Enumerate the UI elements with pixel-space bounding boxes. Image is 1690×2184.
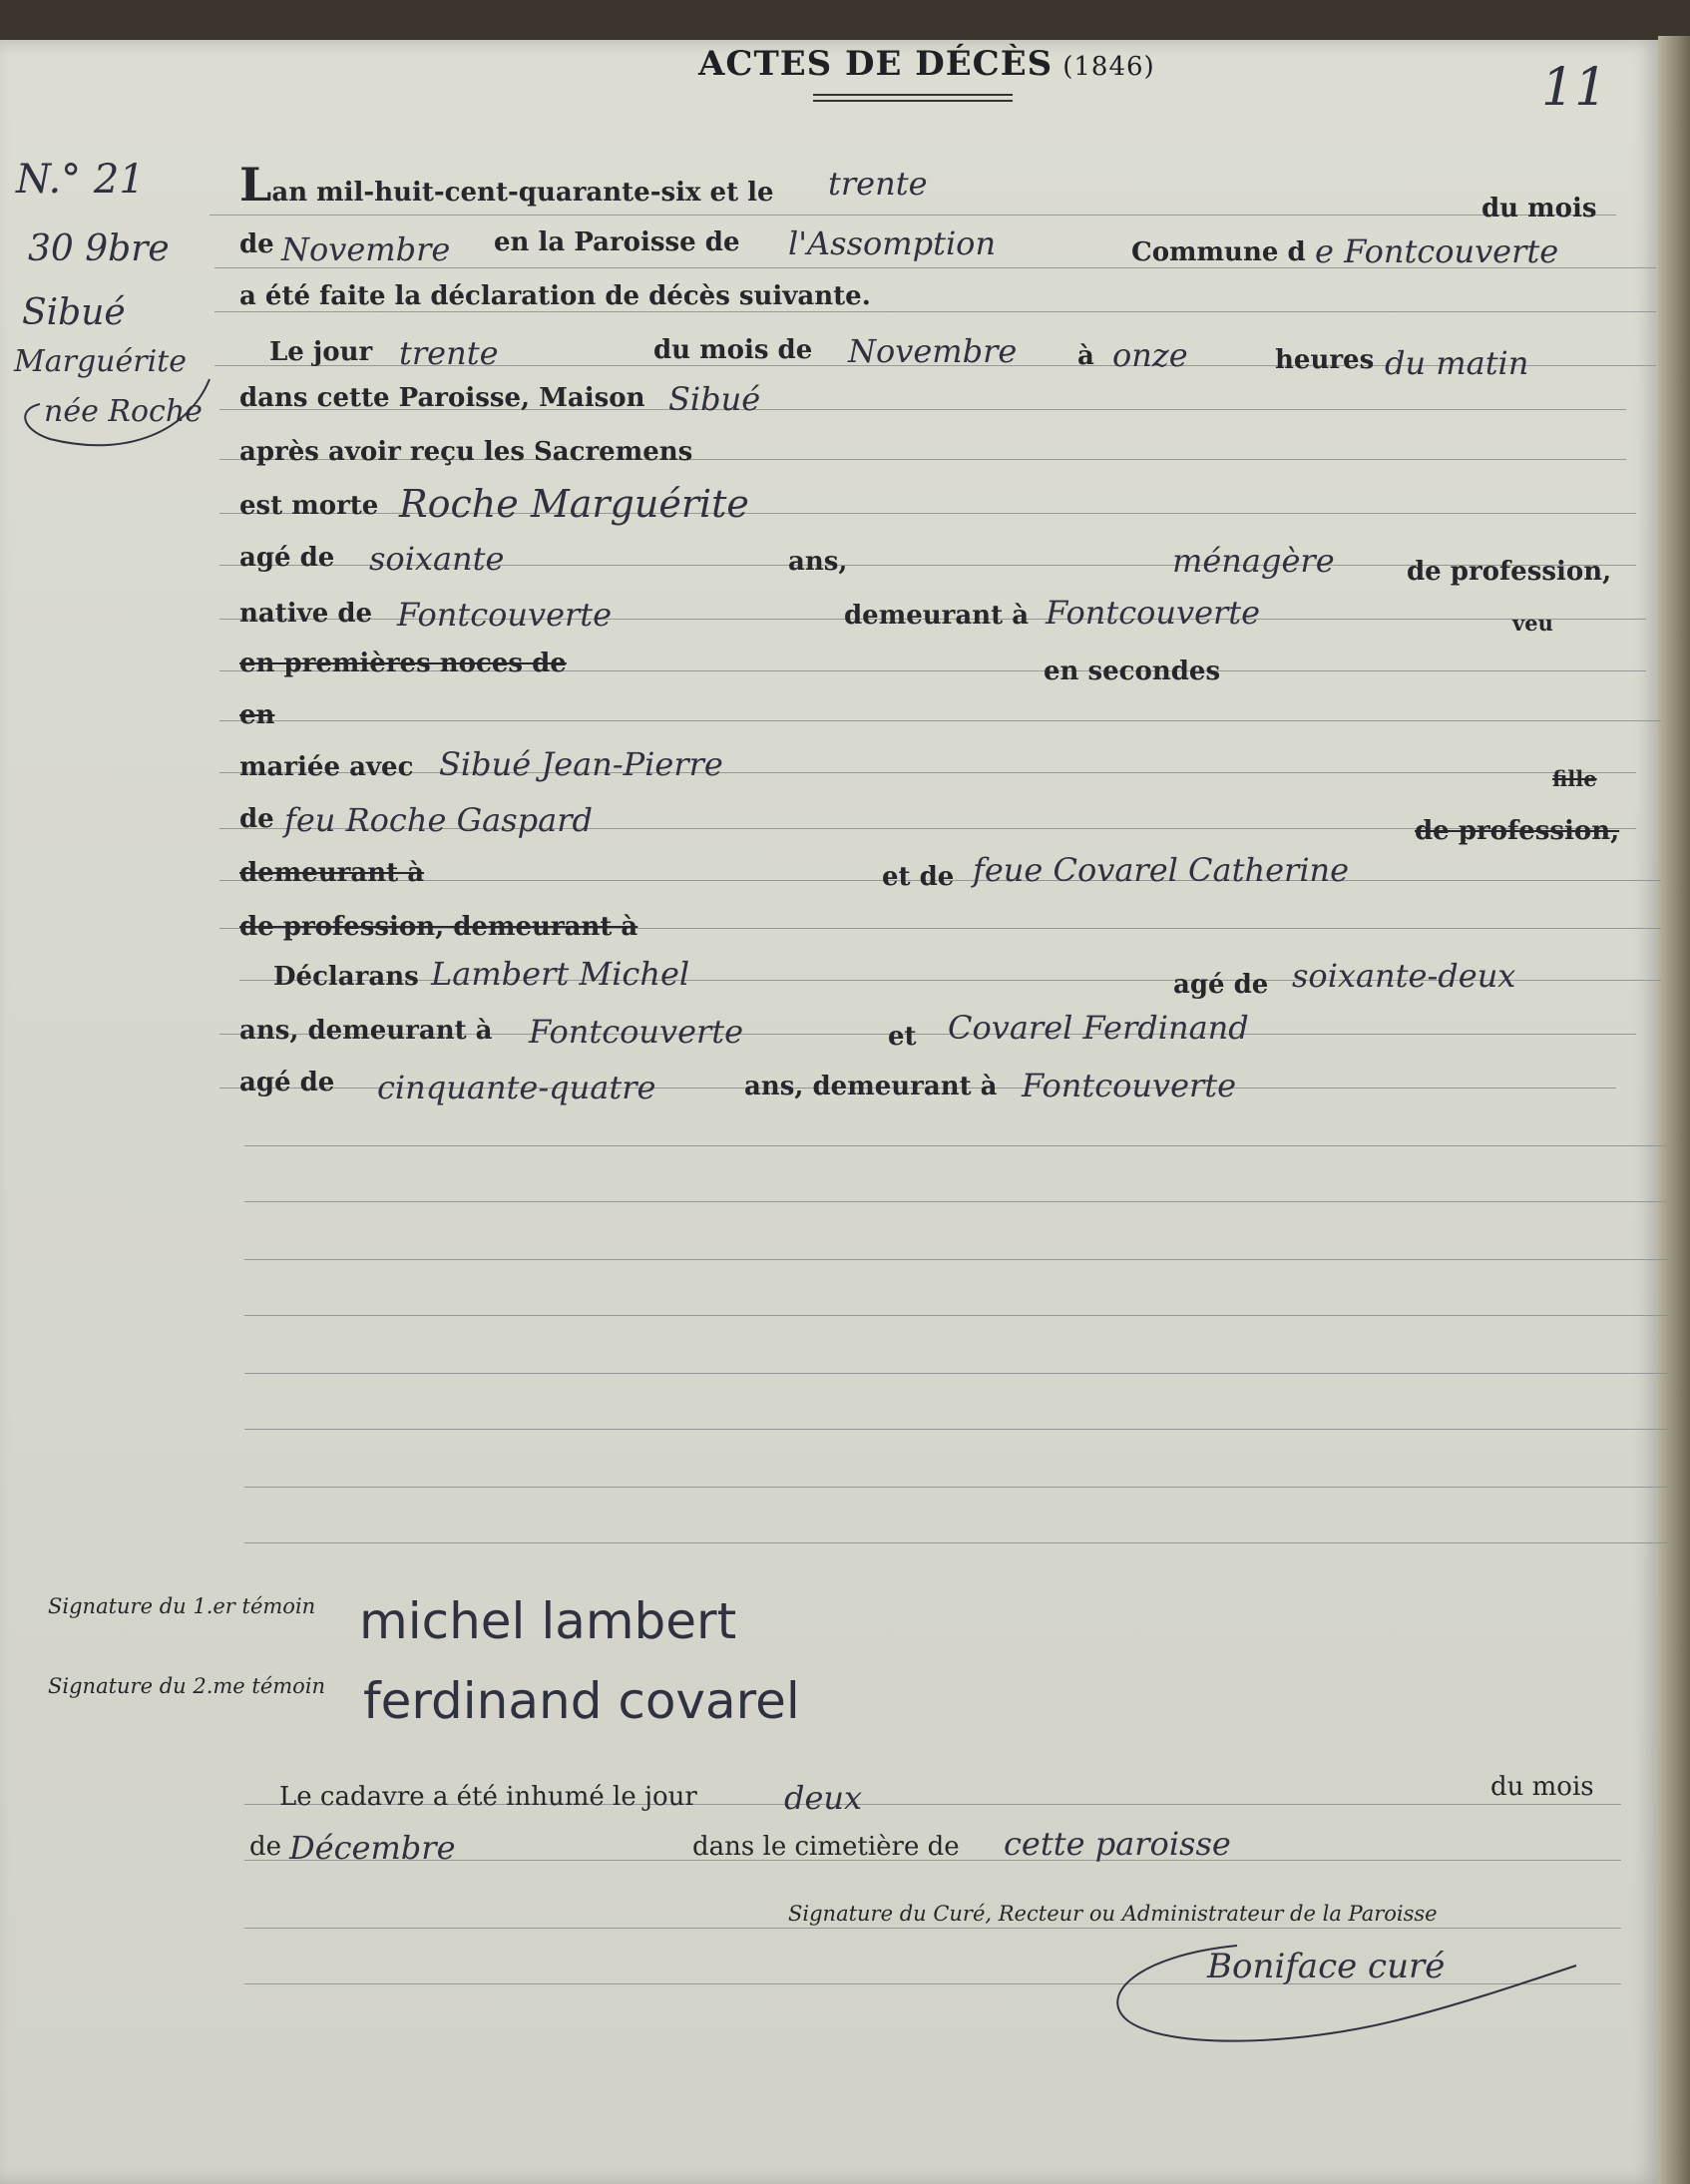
form-maison: dans cette Paroisse, Maison (239, 383, 645, 413)
hw-birthplace: Fontcouverte (397, 596, 613, 634)
ruled-line (219, 772, 1636, 773)
hw-residence: Fontcouverte (1046, 594, 1261, 632)
form-de-parent: de (239, 804, 274, 834)
hw-declarant2-age: cinquante-quatre (377, 1069, 656, 1106)
hw-house: Sibué (668, 380, 761, 418)
form-line-1 (239, 158, 774, 212)
form-ans-demeurant-2: ans, demeurant à (744, 1072, 998, 1101)
hw-profession: ménagère (1172, 542, 1335, 580)
form-ans-demeurant: ans, demeurant à (239, 1016, 493, 1046)
ruled-line (244, 1429, 1668, 1430)
form-et-de: et de (882, 862, 955, 892)
witness1-signature: michel lambert (359, 1592, 737, 1650)
hw-hour: onze (1112, 336, 1188, 374)
form-cimetiere: dans le cimetière de (692, 1832, 960, 1862)
form-fille: fille (1552, 766, 1597, 791)
ruled-line (244, 1373, 1668, 1374)
book-spine (1658, 36, 1690, 2184)
ruled-line (210, 215, 1616, 216)
hw-deceased: Roche Marguérite (399, 482, 749, 526)
form-de: de (239, 229, 274, 259)
form-signature-2: Signature du 2.me témoin (48, 1674, 326, 1698)
form-age-de: agé de (239, 543, 335, 573)
hw-month: Novembre (281, 230, 451, 268)
form-veu: veu (1512, 611, 1553, 636)
form-cure-label: Signature du Curé, Recteur ou Administrateur de la Paroisse (788, 1902, 1438, 1926)
cure-flourish (1097, 1926, 1596, 2065)
form-profession-demeurant-struck: de profession, demeurant à (239, 912, 638, 942)
hw-death-month: Novembre (848, 332, 1018, 370)
form-sacremens: après avoir reçu les Sacremens (239, 437, 693, 467)
witness2-signature: ferdinand covarel (363, 1672, 800, 1730)
hw-day-word: trente (828, 165, 928, 203)
form-demeurant: demeurant à (844, 601, 1030, 631)
form-du-mois: du mois (1481, 194, 1597, 223)
ruled-line (219, 720, 1661, 721)
form-de-profession-struck: de profession, (1415, 816, 1620, 846)
title-text: ACTES DE DÉCÈS (698, 44, 1054, 84)
form-en-secondes: en secondes (1044, 656, 1221, 686)
ruled-line (244, 1487, 1668, 1488)
hw-parish: l'Assomption (788, 224, 997, 262)
form-premieres-noces: en premières noces de (239, 649, 567, 678)
hw-death-day: trente (399, 334, 499, 372)
form-de-profession: de profession, (1407, 557, 1612, 587)
hw-spouse: Sibué Jean-Pierre (439, 745, 723, 783)
form-en: en (239, 700, 275, 730)
hw-father: feu Roche Gaspard (284, 801, 593, 839)
form-ans: ans, (788, 547, 848, 577)
hw-mother: feue Covarel Catherine (973, 851, 1350, 889)
page-title (698, 44, 1155, 84)
form-burial: Le cadavre a été inhumé le jour (279, 1782, 697, 1812)
form-age-de-2: agé de (1173, 970, 1269, 1000)
hw-declarant1: Lambert Michel (431, 955, 690, 993)
hw-commune: e Fontcouverte (1315, 232, 1559, 270)
hw-age: soixante (369, 540, 505, 578)
form-native-de: native de (239, 599, 373, 629)
hw-burial-month: Décembre (289, 1829, 456, 1867)
margin-date: 30 9bre (28, 228, 170, 269)
margin-surname: Sibué (22, 292, 126, 333)
ruled-line (214, 311, 1656, 312)
ruled-line (244, 1315, 1668, 1316)
hw-declarant1-age: soixante-deux (1292, 957, 1516, 995)
form-burial-du-mois: du mois (1490, 1772, 1594, 1802)
ruled-line (244, 1259, 1668, 1260)
hw-time-of-day: du matin (1385, 344, 1529, 382)
hw-burial-day: deux (784, 1779, 863, 1817)
ruled-line (244, 1201, 1666, 1202)
hw-declarant2-residence: Fontcouverte (1022, 1067, 1237, 1104)
form-declaration: a été faite la déclaration de décès suivante. (239, 281, 871, 311)
cure-signature: Boniface curé (1207, 1947, 1446, 1986)
form-line-1-text: an mil-huit-cent-quarante-six et le (271, 178, 774, 208)
drop-cap: L (239, 158, 272, 212)
form-du-mois-de: du mois de (653, 335, 813, 365)
form-commune-label: Commune d (1131, 237, 1306, 267)
form-a: à (1077, 341, 1094, 371)
hw-declarant2: Covarel Ferdinand (948, 1009, 1249, 1047)
title-underline-2 (813, 100, 1013, 102)
form-declarans: Déclarans (273, 962, 419, 992)
ruled-line (244, 1542, 1668, 1543)
form-est-morte: est morte (239, 491, 379, 521)
form-burial-de: de (249, 1832, 282, 1862)
form-age-de-3: agé de (239, 1068, 335, 1097)
form-signature-1: Signature du 1.er témoin (48, 1594, 316, 1618)
form-le-jour: Le jour (269, 337, 373, 367)
form-paroisse-label: en la Paroisse de (494, 227, 740, 257)
margin-flourish (10, 369, 229, 469)
hw-declarant1-residence: Fontcouverte (529, 1013, 744, 1051)
hw-cemetery: cette paroisse (1004, 1825, 1231, 1863)
margin-act-number: N.° 21 (16, 157, 145, 203)
title-year: (1846) (1062, 52, 1155, 82)
form-demeurant-struck: demeurant à (239, 858, 425, 888)
form-et: et (888, 1022, 917, 1052)
title-underline (813, 94, 1013, 96)
folio-number: 11 (1541, 58, 1608, 118)
margin-maiden-name: née Roche (44, 394, 203, 429)
form-heures: heures (1275, 345, 1375, 375)
form-mariee-avec: mariée avec (239, 752, 414, 782)
margin-given-name: Marguérite (14, 344, 187, 379)
ruled-line (244, 1145, 1666, 1146)
